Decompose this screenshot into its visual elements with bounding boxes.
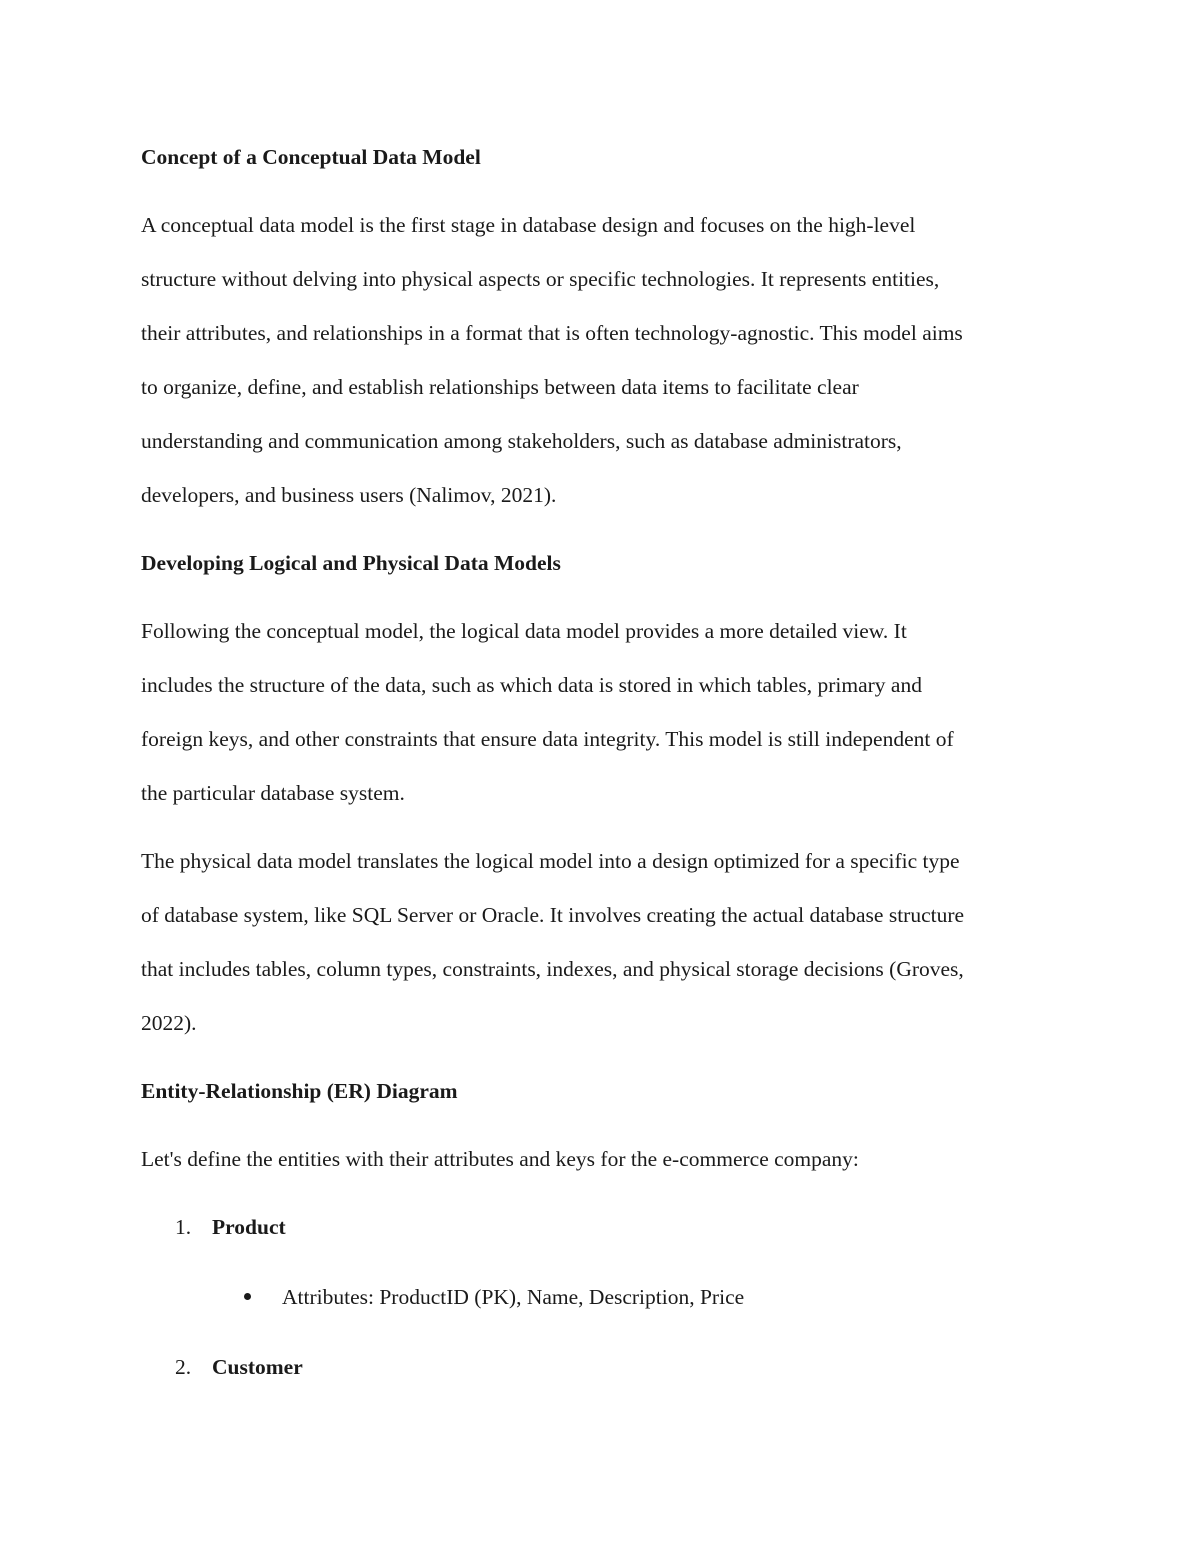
list-item-product — [141, 1208, 1061, 1278]
text-line: understanding and communication among stakeholders, such as database administrators, — [141, 429, 902, 453]
heading-er-diagram: Entity-Relationship (ER) Diagram — [141, 1079, 458, 1103]
document-body — [141, 138, 1061, 1418]
text-line: structure without delving into physical aspects or specific technologies. It represents entities, — [141, 267, 940, 291]
paragraph-er-intro — [141, 1140, 1061, 1194]
entity-name: Product — [212, 1215, 286, 1239]
paragraph-logical-model — [141, 612, 1061, 828]
list-number: 1. — [175, 1215, 192, 1239]
text-line: developers, and business users (Nalimov, 2021). — [141, 483, 557, 507]
text-line: 2022). — [141, 1011, 197, 1035]
text-line: includes the structure of the data, such as which data is stored in which tables, primary and — [141, 673, 922, 697]
text-line: to organize, define, and establish relationships between data items to facilitate clear — [141, 375, 859, 399]
text-line: A conceptual data model is the first stage in database design and focuses on the high-level — [141, 213, 916, 237]
bullet-icon — [244, 1293, 251, 1300]
text-line: Let's define the entities with their attributes and keys for the e-commerce company: — [141, 1147, 859, 1171]
text-line: foreign keys, and other constraints that ensure data integrity. This model is still independent of — [141, 727, 954, 751]
bullet-text: Attributes: ProductID (PK), Name, Description, Price — [282, 1285, 745, 1309]
text-line: of database system, like SQL Server or Oracle. It involves creating the actual database structure — [141, 903, 965, 927]
entity-name: Customer — [212, 1355, 303, 1379]
text-line: the particular database system. — [141, 781, 405, 805]
text-line: that includes tables, column types, constraints, indexes, and physical storage decisions (Groves, — [141, 957, 964, 981]
heading-logical-physical-models: Developing Logical and Physical Data Models — [141, 551, 561, 575]
text-line: Following the conceptual model, the logical data model provides a more detailed view. It — [141, 619, 907, 643]
text-line: their attributes, and relationships in a format that is often technology-agnostic. This model aims — [141, 321, 963, 345]
bullet-item-product-attributes — [141, 1278, 1061, 1348]
paragraph-conceptual-model — [141, 206, 1061, 530]
heading-conceptual-data-model: Concept of a Conceptual Data Model — [141, 145, 481, 169]
text-line: The physical data model translates the logical model into a design optimized for a specific type — [141, 849, 960, 873]
paragraph-physical-model — [141, 842, 1061, 1058]
list-item-customer — [141, 1348, 1061, 1418]
list-number: 2. — [175, 1355, 192, 1379]
